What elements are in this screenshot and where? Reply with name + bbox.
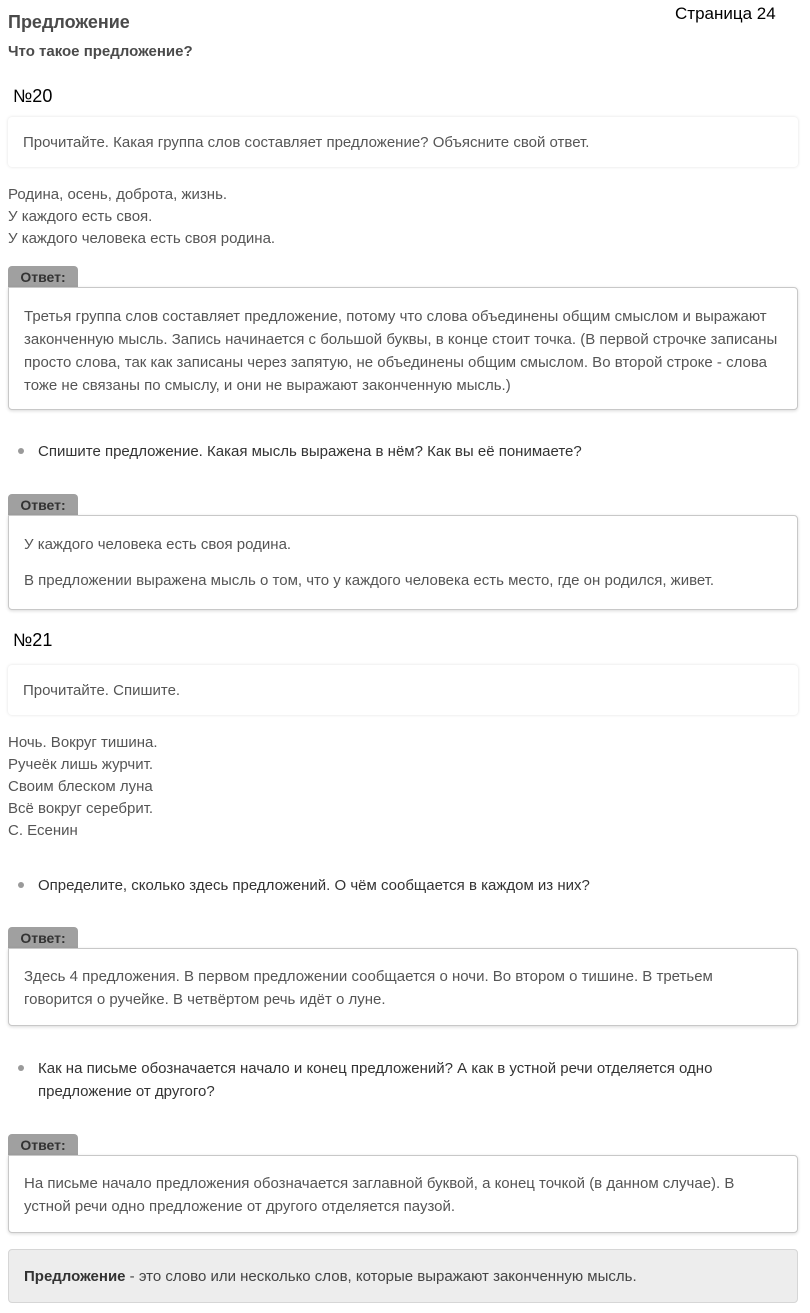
poem-author: С. Есенин	[8, 822, 78, 839]
page-title: Предложение	[8, 12, 130, 32]
task-20-word-groups	[8, 184, 275, 250]
word-group-line: Родина, осень, доброта, жизнь.	[8, 186, 228, 203]
poem-line: Ночь. Вокруг тишина.	[8, 734, 158, 751]
poem-line: Своим блеском луна	[8, 778, 153, 795]
poem	[8, 732, 158, 842]
task-20-prompt-box	[8, 117, 798, 167]
word-group-line: У каждого есть своя.	[8, 208, 153, 225]
page-subtitle: Что такое предложение?	[8, 43, 193, 60]
answer-text: Здесь 4 предложения. В первом предложении сообщается о ночи. Во втором о тишине. В третьем говорится о ручейке. В четвёртом речь идёт о луне.	[24, 968, 713, 1008]
page-number: Страница 24	[675, 4, 776, 23]
answer-text: У каждого человека есть своя родина.	[24, 536, 292, 553]
answer-box	[8, 1155, 798, 1233]
question-text: Как на письме обозначается начало и конец предложений? А как в устной речи отделяется одно предложение от другого?	[38, 1060, 713, 1100]
answer-text: Третья группа слов составляет предложение, потому что слова объединены общим смыслом и выражают законченную мысль. Запись начинается с большой буквы, в конце стоит точка. (В первой строчке записаны просто слова, так как записаны через запятую, не объединены общим смыслом. Во второй строке - слова тоже не связаны по смыслу, и они не выражают законченную мысль.)	[24, 308, 778, 394]
definition-term: Предложение	[24, 1267, 126, 1285]
answer-text: На письме начало предложения обозначается заглавной буквой, а конец точкой (в данном случае). В устной речи одно предложение от другого отделяется паузой.	[24, 1175, 735, 1215]
definition-box	[8, 1249, 798, 1303]
poem-line: Всё вокруг серебрит.	[8, 800, 154, 817]
bullet-icon	[18, 448, 24, 454]
task-21-prompt: Прочитайте. Спишите.	[23, 681, 181, 699]
question-text: Определите, сколько здесь предложений. О чём сообщается в каждом из них?	[38, 877, 590, 894]
word-group-line: У каждого человека есть своя родина.	[8, 230, 276, 247]
answer-label: Ответ:	[8, 266, 78, 288]
task-number-21: №21	[13, 630, 53, 650]
task-21-prompt-box	[8, 665, 798, 715]
answer-box	[8, 287, 798, 410]
answer-label: Ответ:	[8, 927, 78, 949]
answer-label: Ответ:	[8, 494, 78, 516]
task-20-prompt: Прочитайте. Какая группа слов составляет предложение? Объясните свой ответ.	[23, 133, 590, 151]
answer-label: Ответ:	[8, 1134, 78, 1156]
task-number-20: №20	[13, 86, 53, 106]
bullet-icon	[18, 882, 24, 888]
question-text: Спишите предложение. Какая мысль выражена в нём? Как вы её понимаете?	[38, 443, 582, 460]
answer-box	[8, 515, 798, 610]
answer-box	[8, 948, 798, 1026]
poem-line: Ручеёк лишь журчит.	[8, 756, 153, 773]
answer-text: В предложении выражена мысль о том, что у каждого человека есть место, где он родился, живет.	[24, 572, 715, 589]
definition-body: - это слово или несколько слов, которые выражают законченную мысль.	[125, 1267, 637, 1285]
bullet-icon	[18, 1065, 24, 1071]
definition-text	[24, 1268, 637, 1285]
